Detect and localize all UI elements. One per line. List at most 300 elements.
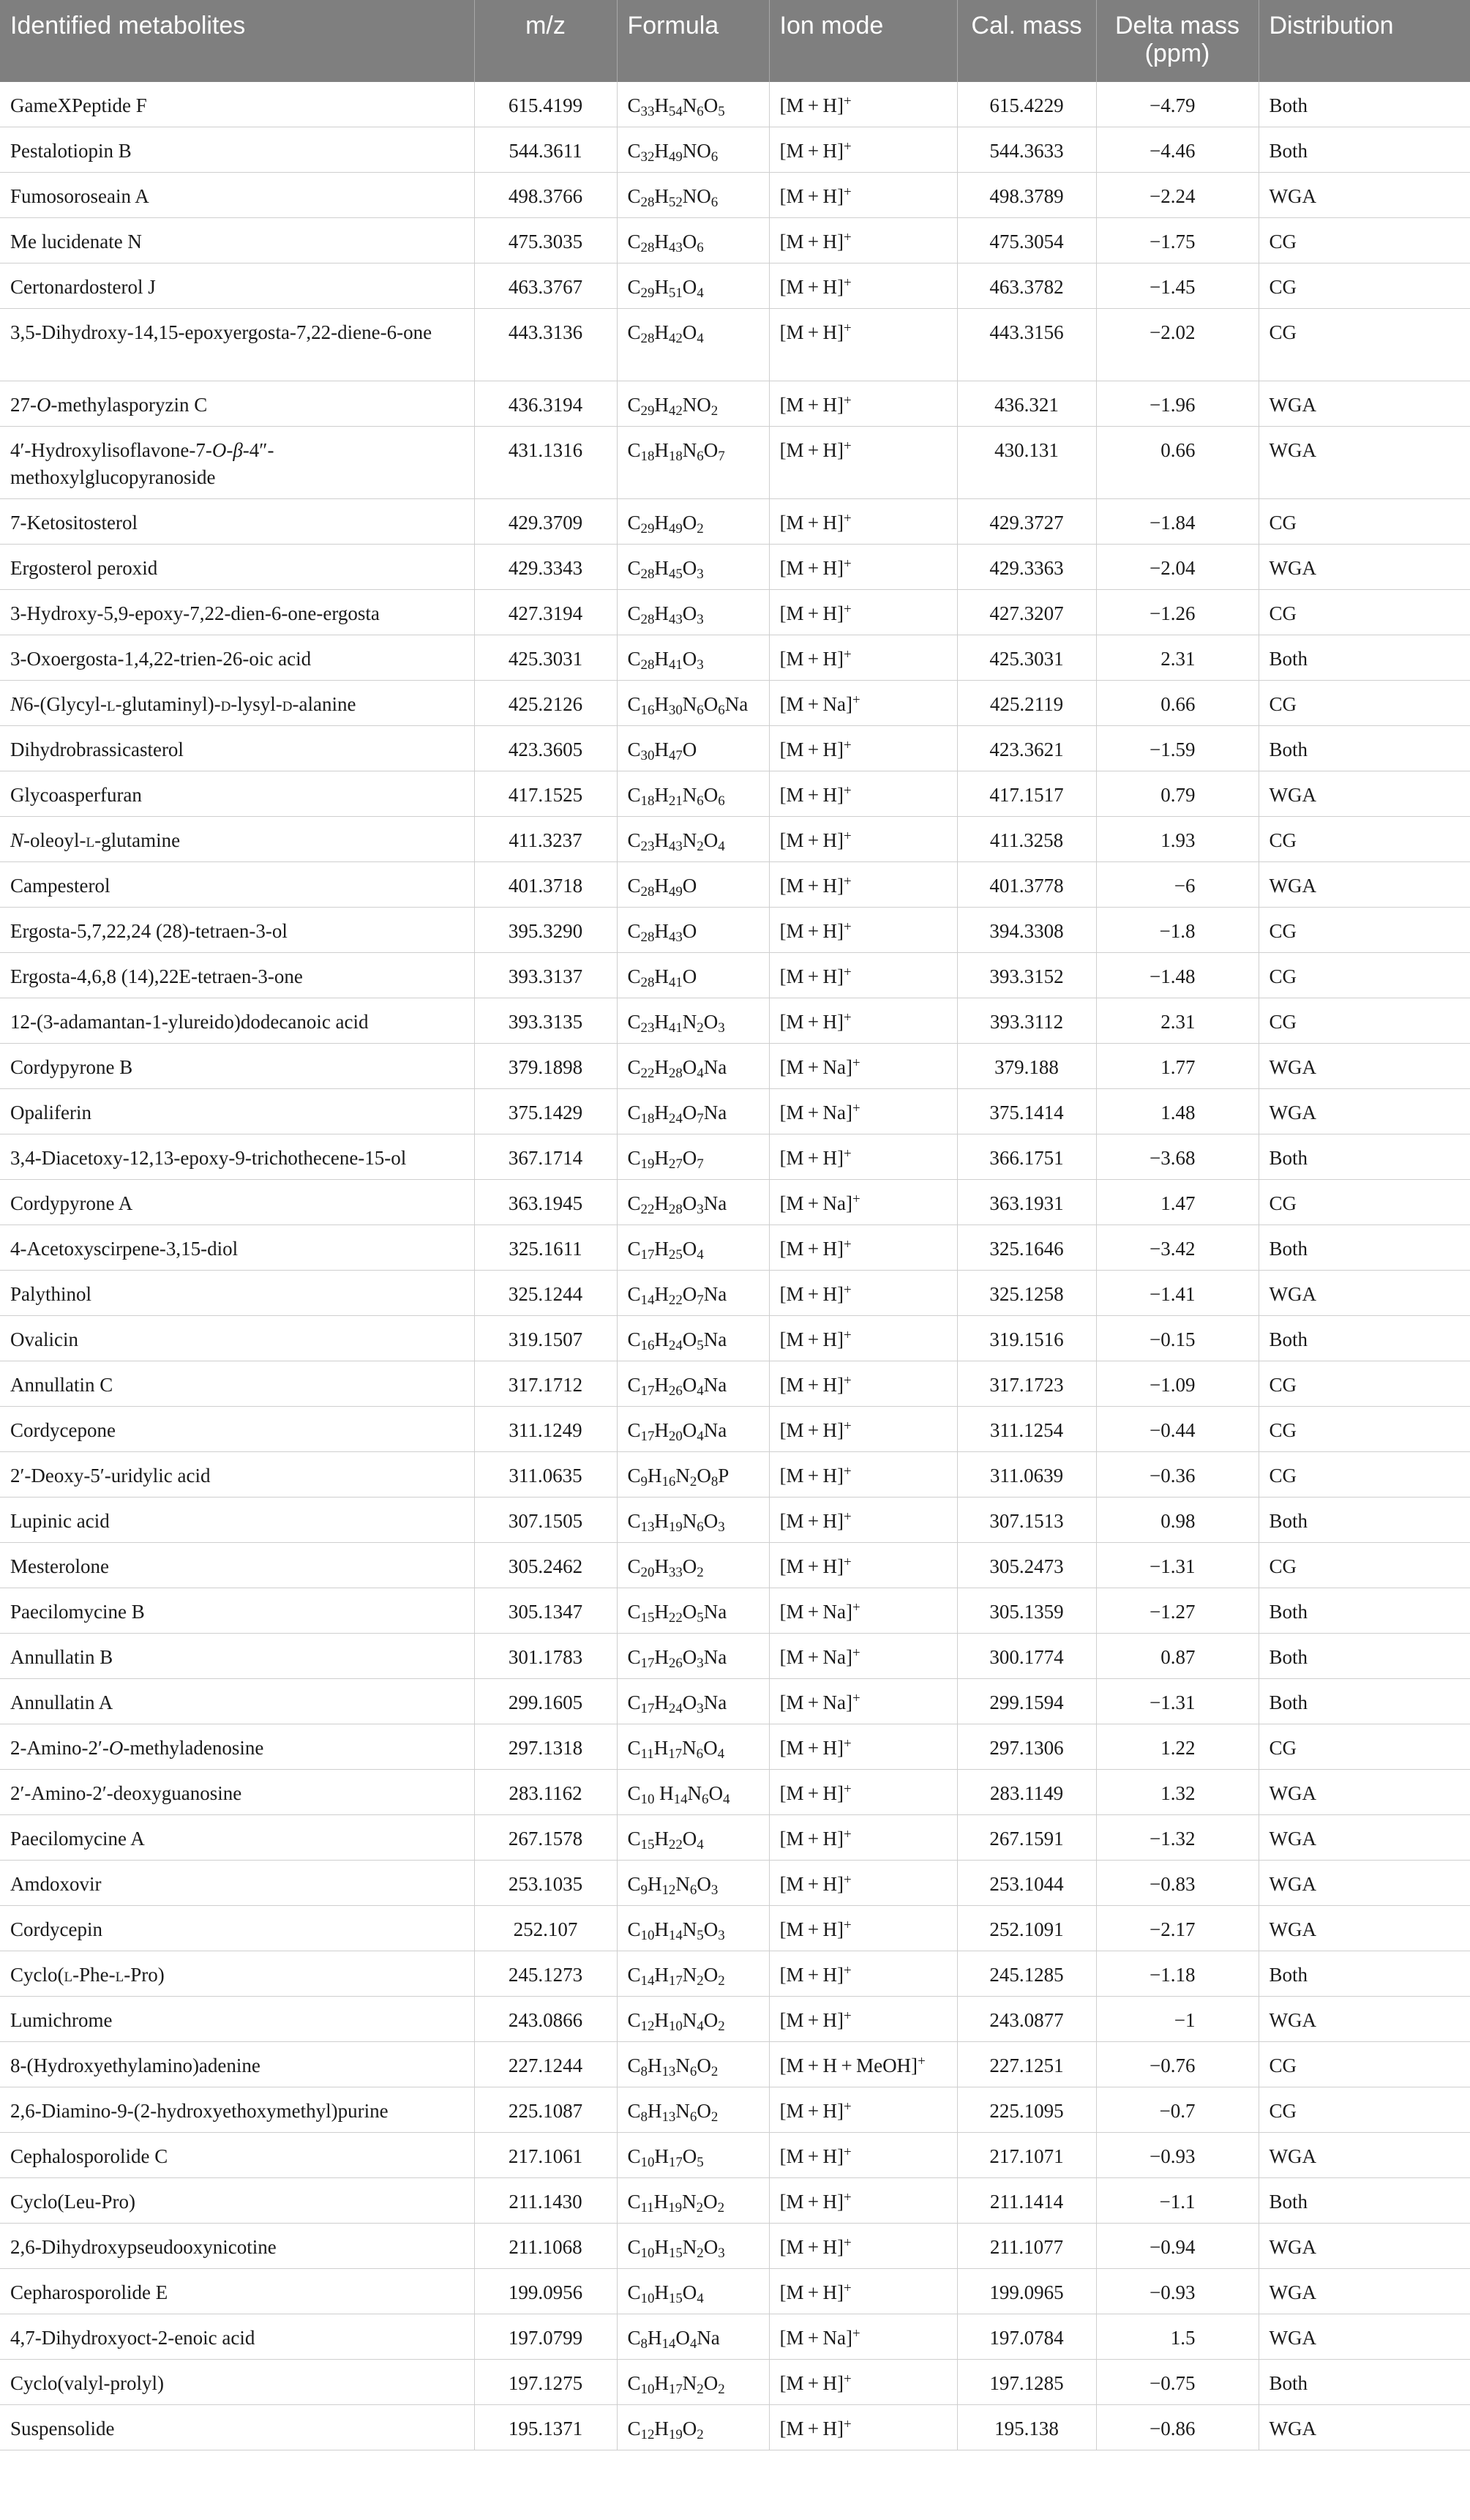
distribution-cell: WGA (1259, 381, 1470, 427)
mz-cell: 307.1505 (474, 1498, 617, 1543)
metabolite-name-cell: Palythinol (0, 1271, 474, 1316)
metabolite-name-cell: Suspensolide (0, 2405, 474, 2450)
table-row (0, 1543, 1470, 1588)
ion-mode-cell: [M + Na]+ (769, 1679, 957, 1724)
ion-mode-cell: [M + H]+ (769, 1997, 957, 2042)
table-row (0, 173, 1470, 218)
mz-cell: 431.1316 (474, 427, 617, 499)
cal-mass-cell: 366.1751 (957, 1134, 1096, 1180)
metabolite-name-cell: Certonardosterol J (0, 263, 474, 309)
metabolite-name-cell: Ergosterol peroxid (0, 545, 474, 590)
table-row (0, 681, 1470, 726)
formula-cell: $C_{12}H_{19}O_2$ (617, 2405, 769, 2450)
metabolite-name-cell: Annullatin C (0, 1361, 474, 1407)
cal-mass-cell: 463.3782 (957, 263, 1096, 309)
cal-mass-cell: 243.0877 (957, 1997, 1096, 2042)
cal-mass-cell: 311.0639 (957, 1452, 1096, 1498)
metabolite-name-cell: N6-(Glycyl-l-glutaminyl)-d-lysyl-d-alanine (0, 681, 474, 726)
delta-mass-cell: −2.24 (1096, 173, 1259, 218)
formula-cell: $C_{18}H_{18}N_6O_7$ (617, 427, 769, 499)
formula-cell: $C_{10}H_{14}N_5O_3$ (617, 1906, 769, 1951)
table-row (0, 263, 1470, 309)
cal-mass-cell: 375.1414 (957, 1089, 1096, 1134)
header-distribution: Distribution (1259, 0, 1470, 82)
table-row (0, 545, 1470, 590)
formula-cell: $C_{29}H_{42}NO_2$ (617, 381, 769, 427)
table-row (0, 309, 1470, 381)
table-row (0, 1770, 1470, 1815)
formula-cell: $C_{23}H_{41}N_2O_3$ (617, 998, 769, 1044)
formula-cell: $C_{28}H_{41}O$ (617, 953, 769, 998)
ion-mode-cell: [M + H]+ (769, 953, 957, 998)
cal-mass-cell: 394.3308 (957, 908, 1096, 953)
formula-cell: $C_{28}H_{42}O_4$ (617, 309, 769, 381)
metabolite-name-cell: 3-Hydroxy-5,9-epoxy-7,22-dien-6-one-ergosta (0, 590, 474, 635)
table-row (0, 1044, 1470, 1089)
cal-mass-cell: 317.1723 (957, 1361, 1096, 1407)
ion-mode-cell: [M + H]+ (769, 908, 957, 953)
metabolite-name-cell: 8-(Hydroxyethylamino)adenine (0, 2042, 474, 2087)
metabolite-name-cell: Annullatin B (0, 1634, 474, 1679)
ion-mode-cell: [M + H]+ (769, 545, 957, 590)
table-row (0, 2087, 1470, 2133)
metabolite-name-cell: Dihydrobrassicasterol (0, 726, 474, 771)
cal-mass-cell: 253.1044 (957, 1861, 1096, 1906)
mz-cell: 301.1783 (474, 1634, 617, 1679)
delta-mass-cell: −3.42 (1096, 1225, 1259, 1271)
formula-cell: $C_{22}H_{28}O_3Na$ (617, 1180, 769, 1225)
delta-mass-cell: −0.36 (1096, 1452, 1259, 1498)
delta-mass-cell: −1 (1096, 1997, 1259, 2042)
table-row (0, 2133, 1470, 2178)
metabolite-name-cell: 2,6-Diamino-9-(2-hydroxyethoxymethyl)purine (0, 2087, 474, 2133)
cal-mass-cell: 211.1414 (957, 2178, 1096, 2224)
metabolite-name-cell: 27-O-methylasporyzin C (0, 381, 474, 427)
mz-cell: 211.1068 (474, 2224, 617, 2269)
mz-cell: 427.3194 (474, 590, 617, 635)
distribution-cell: WGA (1259, 2269, 1470, 2314)
ion-mode-cell: [M + H]+ (769, 127, 957, 173)
delta-mass-cell: 2.31 (1096, 998, 1259, 1044)
formula-cell: $C_{28}H_{43}O$ (617, 908, 769, 953)
mz-cell: 379.1898 (474, 1044, 617, 1089)
cal-mass-cell: 217.1071 (957, 2133, 1096, 2178)
ion-mode-cell: [M + H]+ (769, 1951, 957, 1997)
delta-mass-cell: −1.75 (1096, 218, 1259, 263)
cal-mass-cell: 305.1359 (957, 1588, 1096, 1634)
table-row (0, 590, 1470, 635)
ion-mode-cell: [M + H]+ (769, 771, 957, 817)
ion-mode-cell: [M + H]+ (769, 381, 957, 427)
delta-mass-cell: −1.41 (1096, 1271, 1259, 1316)
distribution-cell: CG (1259, 908, 1470, 953)
cal-mass-cell: 197.0784 (957, 2314, 1096, 2360)
formula-cell: $C_{11}H_{17}N_6O_4$ (617, 1724, 769, 1770)
table-row (0, 381, 1470, 427)
distribution-cell: CG (1259, 263, 1470, 309)
mz-cell: 305.2462 (474, 1543, 617, 1588)
delta-mass-cell: −0.76 (1096, 2042, 1259, 2087)
cal-mass-cell: 363.1931 (957, 1180, 1096, 1225)
delta-mass-cell: −0.75 (1096, 2360, 1259, 2405)
mz-cell: 363.1945 (474, 1180, 617, 1225)
delta-mass-cell: −1.27 (1096, 1588, 1259, 1634)
formula-cell: $C_{17}H_{24}O_3Na$ (617, 1679, 769, 1724)
delta-mass-cell: 1.5 (1096, 2314, 1259, 2360)
distribution-cell: Both (1259, 1316, 1470, 1361)
cal-mass-cell: 197.1285 (957, 2360, 1096, 2405)
distribution-cell: CG (1259, 2042, 1470, 2087)
mz-cell: 325.1244 (474, 1271, 617, 1316)
table-row (0, 1316, 1470, 1361)
ion-mode-cell: [M + Na]+ (769, 1044, 957, 1089)
formula-cell: $C_{10}H_{17}O_5$ (617, 2133, 769, 2178)
mz-cell: 325.1611 (474, 1225, 617, 1271)
cal-mass-cell: 436.321 (957, 381, 1096, 427)
mz-cell: 243.0866 (474, 1997, 617, 2042)
mz-cell: 311.0635 (474, 1452, 617, 1498)
mz-cell: 211.1430 (474, 2178, 617, 2224)
distribution-cell: CG (1259, 1452, 1470, 1498)
mz-cell: 319.1507 (474, 1316, 617, 1361)
header-delta-mass: Delta mass (ppm) (1096, 0, 1259, 82)
metabolite-name-cell: Cephalosporolide C (0, 2133, 474, 2178)
header-row (0, 0, 1470, 82)
table-row (0, 1271, 1470, 1316)
distribution-cell: CG (1259, 590, 1470, 635)
mz-cell: 199.0956 (474, 2269, 617, 2314)
formula-cell: $C_{23}H_{43}N_2O_4$ (617, 817, 769, 862)
metabolite-name-cell: Annullatin A (0, 1679, 474, 1724)
ion-mode-cell: [M + H]+ (769, 1316, 957, 1361)
mz-cell: 429.3709 (474, 499, 617, 545)
delta-mass-cell: −0.94 (1096, 2224, 1259, 2269)
ion-mode-cell: [M + H]+ (769, 1815, 957, 1861)
distribution-cell: Both (1259, 1588, 1470, 1634)
distribution-cell: CG (1259, 218, 1470, 263)
distribution-cell: WGA (1259, 2224, 1470, 2269)
ion-mode-cell: [M + Na]+ (769, 1180, 957, 1225)
mz-cell: 544.3611 (474, 127, 617, 173)
metabolite-name-cell: Cordypyrone A (0, 1180, 474, 1225)
distribution-cell: CG (1259, 681, 1470, 726)
delta-mass-cell: 1.22 (1096, 1724, 1259, 1770)
delta-mass-cell: −0.93 (1096, 2133, 1259, 2178)
metabolite-name-cell: Glycoasperfuran (0, 771, 474, 817)
cal-mass-cell: 297.1306 (957, 1724, 1096, 1770)
metabolite-name-cell: Cepharosporolide E (0, 2269, 474, 2314)
delta-mass-cell: 0.98 (1096, 1498, 1259, 1543)
mz-cell: 297.1318 (474, 1724, 617, 1770)
metabolite-name-cell: Lupinic acid (0, 1498, 474, 1543)
ion-mode-cell: [M + H]+ (769, 1361, 957, 1407)
metabolite-name-cell: 3,5-Dihydroxy-14,15-epoxyergosta-7,22-diene-6-one (0, 309, 474, 381)
delta-mass-cell: −1.26 (1096, 590, 1259, 635)
ion-mode-cell: [M + H]+ (769, 82, 957, 127)
table-row (0, 1815, 1470, 1861)
cal-mass-cell: 283.1149 (957, 1770, 1096, 1815)
metabolite-name-cell: 4,7-Dihydroxyoct-2-enoic acid (0, 2314, 474, 2360)
table-row (0, 1724, 1470, 1770)
cal-mass-cell: 430.131 (957, 427, 1096, 499)
table-row (0, 908, 1470, 953)
table-row (0, 1361, 1470, 1407)
table-row (0, 726, 1470, 771)
mz-cell: 615.4199 (474, 82, 617, 127)
metabolite-name-cell: 3-Oxoergosta-1,4,22-trien-26-oic acid (0, 635, 474, 681)
distribution-cell: Both (1259, 1634, 1470, 1679)
metabolite-name-cell: 2′-Amino-2′-deoxyguanosine (0, 1770, 474, 1815)
formula-cell: $C_{18}H_{21}N_6O_6$ (617, 771, 769, 817)
delta-mass-cell: 2.31 (1096, 635, 1259, 681)
mz-cell: 375.1429 (474, 1089, 617, 1134)
metabolite-name-cell: Opaliferin (0, 1089, 474, 1134)
cal-mass-cell: 325.1258 (957, 1271, 1096, 1316)
formula-cell: $C_{17}H_{26}O_4Na$ (617, 1361, 769, 1407)
formula-cell: $C_{12}H_{10}N_4O_2$ (617, 1997, 769, 2042)
distribution-cell: WGA (1259, 2314, 1470, 2360)
table-row (0, 1134, 1470, 1180)
ion-mode-cell: [M + H]+ (769, 2269, 957, 2314)
table-row (0, 82, 1470, 127)
table-row (0, 2269, 1470, 2314)
ion-mode-cell: [M + H]+ (769, 1724, 957, 1770)
table-row (0, 771, 1470, 817)
formula-cell: $C_{30}H_{47}O$ (617, 726, 769, 771)
table-row (0, 2314, 1470, 2360)
ion-mode-cell: [M + H + MeOH]+ (769, 2042, 957, 2087)
table-row (0, 2360, 1470, 2405)
formula-cell: $C_{15}H_{22}O_5Na$ (617, 1588, 769, 1634)
distribution-cell: Both (1259, 127, 1470, 173)
mz-cell: 443.3136 (474, 309, 617, 381)
cal-mass-cell: 425.2119 (957, 681, 1096, 726)
delta-mass-cell: −4.46 (1096, 127, 1259, 173)
table-row (0, 1997, 1470, 2042)
formula-cell: $C_{19}H_{27}O_7$ (617, 1134, 769, 1180)
metabolite-name-cell: 2,6-Dihydroxypseudooxynicotine (0, 2224, 474, 2269)
distribution-cell: WGA (1259, 862, 1470, 908)
delta-mass-cell: −1.48 (1096, 953, 1259, 998)
distribution-cell: CG (1259, 1724, 1470, 1770)
ion-mode-cell: [M + H]+ (769, 1452, 957, 1498)
formula-cell: $C_{16}H_{30}N_6O_6Na$ (617, 681, 769, 726)
formula-cell: $C_{20}H_{33}O_2$ (617, 1543, 769, 1588)
ion-mode-cell: [M + H]+ (769, 1134, 957, 1180)
table-row (0, 499, 1470, 545)
ion-mode-cell: [M + H]+ (769, 1543, 957, 1588)
formula-cell: $C_{17}H_{26}O_3Na$ (617, 1634, 769, 1679)
mz-cell: 395.3290 (474, 908, 617, 953)
delta-mass-cell: −0.83 (1096, 1861, 1259, 1906)
delta-mass-cell: 1.93 (1096, 817, 1259, 862)
table-row (0, 2224, 1470, 2269)
distribution-cell: WGA (1259, 1815, 1470, 1861)
mz-cell: 475.3035 (474, 218, 617, 263)
ion-mode-cell: [M + Na]+ (769, 2314, 957, 2360)
cal-mass-cell: 379.188 (957, 1044, 1096, 1089)
distribution-cell: WGA (1259, 1044, 1470, 1089)
distribution-cell: Both (1259, 2360, 1470, 2405)
distribution-cell: WGA (1259, 173, 1470, 218)
mz-cell: 423.3605 (474, 726, 617, 771)
distribution-cell: WGA (1259, 1770, 1470, 1815)
cal-mass-cell: 423.3621 (957, 726, 1096, 771)
table-row (0, 1679, 1470, 1724)
formula-cell: $C_{29}H_{51}O_4$ (617, 263, 769, 309)
mz-cell: 463.3767 (474, 263, 617, 309)
cal-mass-cell: 325.1646 (957, 1225, 1096, 1271)
metabolite-name-cell: GameXPeptide F (0, 82, 474, 127)
distribution-cell: WGA (1259, 1089, 1470, 1134)
metabolite-name-cell: Cyclo(l-Phe-l-Pro) (0, 1951, 474, 1997)
metabolite-name-cell: Ergosta-5,7,22,24 (28)-tetraen-3-ol (0, 908, 474, 953)
formula-cell: $C_{28}H_{52}NO_6$ (617, 173, 769, 218)
delta-mass-cell: −1.8 (1096, 908, 1259, 953)
delta-mass-cell: 0.87 (1096, 1634, 1259, 1679)
delta-mass-cell: −6 (1096, 862, 1259, 908)
metabolite-name-cell: Paecilomycine B (0, 1588, 474, 1634)
distribution-cell: WGA (1259, 1271, 1470, 1316)
table-row (0, 635, 1470, 681)
ion-mode-cell: [M + H]+ (769, 218, 957, 263)
header-formula: Formula (617, 0, 769, 82)
cal-mass-cell: 195.138 (957, 2405, 1096, 2450)
cal-mass-cell: 544.3633 (957, 127, 1096, 173)
delta-mass-cell: −1.96 (1096, 381, 1259, 427)
header-ion-mode: Ion mode (769, 0, 957, 82)
ion-mode-cell: [M + Na]+ (769, 1089, 957, 1134)
distribution-cell: WGA (1259, 2405, 1470, 2450)
mz-cell: 401.3718 (474, 862, 617, 908)
cal-mass-cell: 225.1095 (957, 2087, 1096, 2133)
distribution-cell: CG (1259, 1180, 1470, 1225)
table-row (0, 1225, 1470, 1271)
formula-cell: $C_9H_{12}N_6O_3$ (617, 1861, 769, 1906)
ion-mode-cell: [M + H]+ (769, 1225, 957, 1271)
ion-mode-cell: [M + Na]+ (769, 1634, 957, 1679)
delta-mass-cell: −1.31 (1096, 1543, 1259, 1588)
distribution-cell: WGA (1259, 1906, 1470, 1951)
table-row (0, 2042, 1470, 2087)
ion-mode-cell: [M + H]+ (769, 590, 957, 635)
table-row (0, 998, 1470, 1044)
formula-cell: $C_8H_{13}N_6O_2$ (617, 2087, 769, 2133)
delta-mass-cell: −0.15 (1096, 1316, 1259, 1361)
metabolite-name-cell: Cordycepin (0, 1906, 474, 1951)
mz-cell: 425.3031 (474, 635, 617, 681)
distribution-cell: Both (1259, 2178, 1470, 2224)
metabolite-name-cell: Cordypyrone B (0, 1044, 474, 1089)
table-body (0, 82, 1470, 2450)
distribution-cell: Both (1259, 1134, 1470, 1180)
metabolite-name-cell: Campesterol (0, 862, 474, 908)
cal-mass-cell: 199.0965 (957, 2269, 1096, 2314)
cal-mass-cell: 417.1517 (957, 771, 1096, 817)
formula-cell: $C_{28}H_{49}O$ (617, 862, 769, 908)
distribution-cell: CG (1259, 817, 1470, 862)
metabolite-name-cell: 12-(3-adamantan-1-ylureido)dodecanoic acid (0, 998, 474, 1044)
table-row (0, 1452, 1470, 1498)
ion-mode-cell: [M + H]+ (769, 817, 957, 862)
formula-cell: $C_{22}H_{28}O_4Na$ (617, 1044, 769, 1089)
metabolite-name-cell: Mesterolone (0, 1543, 474, 1588)
metabolite-name-cell: Cyclo(Leu-Pro) (0, 2178, 474, 2224)
distribution-cell: CG (1259, 309, 1470, 381)
ion-mode-cell: [M + H]+ (769, 998, 957, 1044)
metabolite-name-cell: Pestalotiopin B (0, 127, 474, 173)
mz-cell: 299.1605 (474, 1679, 617, 1724)
table-row (0, 127, 1470, 173)
distribution-cell: Both (1259, 635, 1470, 681)
distribution-cell: CG (1259, 1361, 1470, 1407)
table-row (0, 2405, 1470, 2450)
ion-mode-cell: [M + H]+ (769, 1770, 957, 1815)
formula-cell: $C_{10}H_{17}N_2O_2$ (617, 2360, 769, 2405)
delta-mass-cell: 1.47 (1096, 1180, 1259, 1225)
header-mz: m/z (474, 0, 617, 82)
mz-cell: 253.1035 (474, 1861, 617, 1906)
mz-cell: 367.1714 (474, 1134, 617, 1180)
cal-mass-cell: 443.3156 (957, 309, 1096, 381)
ion-mode-cell: [M + H]+ (769, 1407, 957, 1452)
distribution-cell: WGA (1259, 1997, 1470, 2042)
metabolite-name-cell: Paecilomycine A (0, 1815, 474, 1861)
ion-mode-cell: [M + H]+ (769, 2178, 957, 2224)
cal-mass-cell: 267.1591 (957, 1815, 1096, 1861)
ion-mode-cell: [M + H]+ (769, 1498, 957, 1543)
cal-mass-cell: 319.1516 (957, 1316, 1096, 1361)
formula-cell: $C_{17}H_{25}O_4$ (617, 1225, 769, 1271)
cal-mass-cell: 307.1513 (957, 1498, 1096, 1543)
delta-mass-cell: 1.48 (1096, 1089, 1259, 1134)
ion-mode-cell: [M + Na]+ (769, 681, 957, 726)
table-row (0, 1180, 1470, 1225)
delta-mass-cell: 0.79 (1096, 771, 1259, 817)
mz-cell: 411.3237 (474, 817, 617, 862)
cal-mass-cell: 475.3054 (957, 218, 1096, 263)
ion-mode-cell: [M + H]+ (769, 862, 957, 908)
cal-mass-cell: 615.4229 (957, 82, 1096, 127)
cal-mass-cell: 299.1594 (957, 1679, 1096, 1724)
metabolite-name-cell: Me lucidenate N (0, 218, 474, 263)
formula-cell: $C_{14}H_{22}O_7Na$ (617, 1271, 769, 1316)
formula-cell: $C_{28}H_{43}O_3$ (617, 590, 769, 635)
mz-cell: 417.1525 (474, 771, 617, 817)
distribution-cell: Both (1259, 1679, 1470, 1724)
ion-mode-cell: [M + H]+ (769, 726, 957, 771)
ion-mode-cell: [M + H]+ (769, 309, 957, 381)
delta-mass-cell: −0.86 (1096, 2405, 1259, 2450)
delta-mass-cell: −1.18 (1096, 1951, 1259, 1997)
mz-cell: 436.3194 (474, 381, 617, 427)
formula-cell: $C_9H_{16}N_2O_8P$ (617, 1452, 769, 1498)
ion-mode-cell: [M + H]+ (769, 263, 957, 309)
mz-cell: 225.1087 (474, 2087, 617, 2133)
distribution-cell: CG (1259, 2087, 1470, 2133)
ion-mode-cell: [M + H]+ (769, 2133, 957, 2178)
table-row (0, 1861, 1470, 1906)
formula-cell: $C_{17}H_{20}O_4Na$ (617, 1407, 769, 1452)
delta-mass-cell: −1.31 (1096, 1679, 1259, 1724)
mz-cell: 311.1249 (474, 1407, 617, 1452)
delta-mass-cell: −2.02 (1096, 309, 1259, 381)
metabolite-name-cell: Amdoxovir (0, 1861, 474, 1906)
ion-mode-cell: [M + H]+ (769, 2405, 957, 2450)
mz-cell: 227.1244 (474, 2042, 617, 2087)
formula-cell: $C_{11}H_{19}N_2O_2$ (617, 2178, 769, 2224)
distribution-cell: CG (1259, 1543, 1470, 1588)
